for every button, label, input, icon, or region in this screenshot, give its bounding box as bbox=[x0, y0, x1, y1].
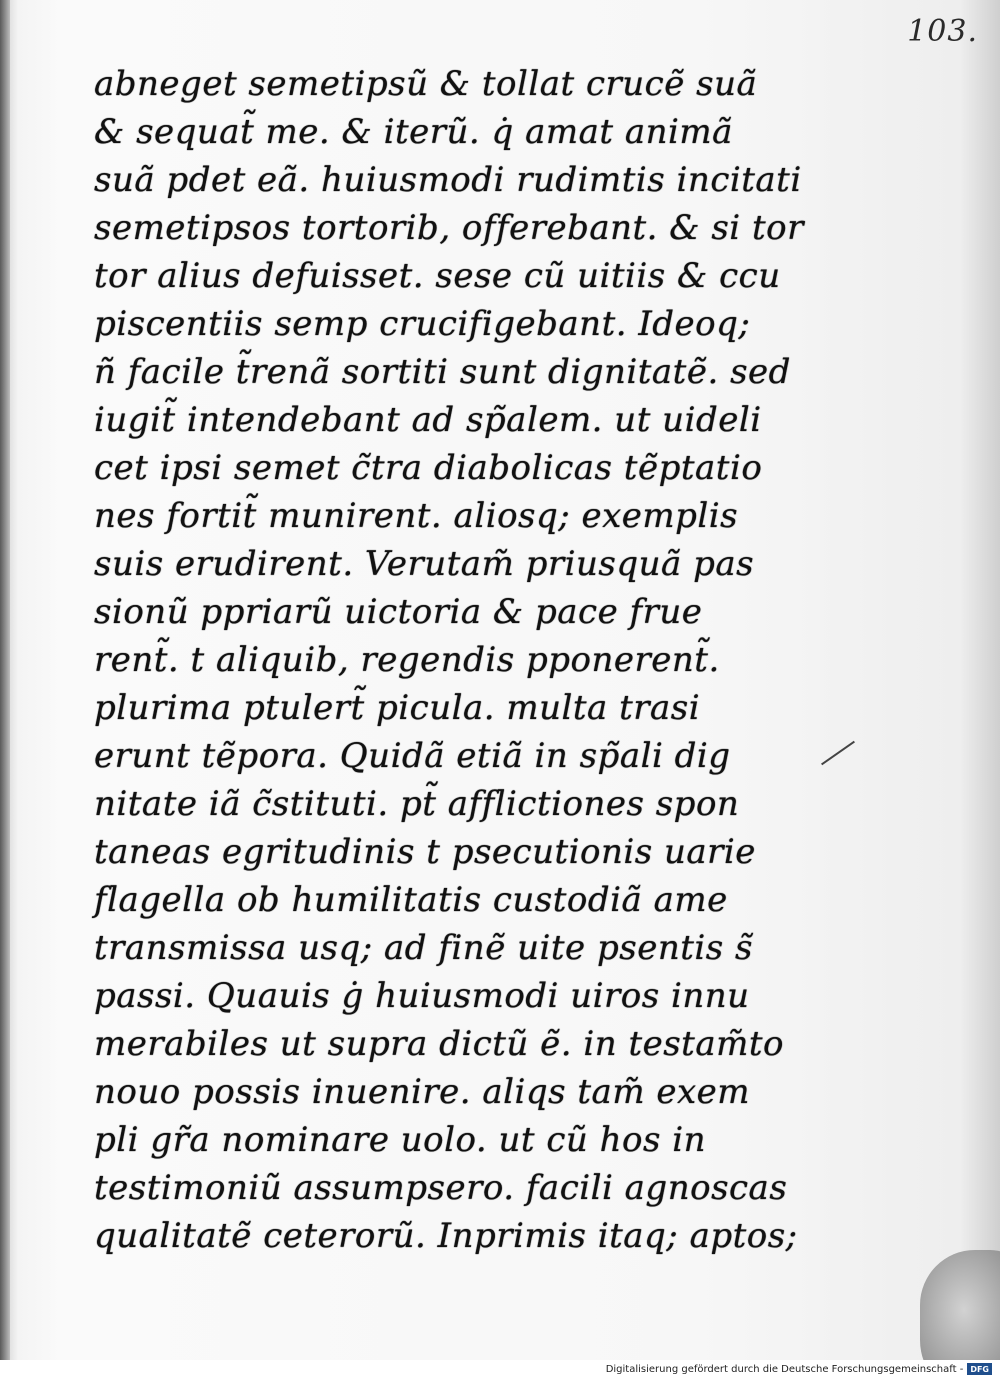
manuscript-line: taneas egritudinis t psecutionis uarie bbox=[94, 832, 756, 872]
manuscript-line: testimoniũ assumpsero. facili agnoscas bbox=[94, 1168, 788, 1208]
manuscript-line: cet ipsi semet c̃tra diabolicas tẽptatio bbox=[94, 448, 763, 488]
manuscript-line: tor alius defuisset. sese cũ uitiis & ccu bbox=[94, 256, 781, 296]
manuscript-line: sionũ ppriarũ uictoria & pace frue bbox=[94, 592, 703, 632]
manuscript-line: qualitatẽ ceterorũ. Inprimis itaq; aptos; bbox=[94, 1216, 798, 1256]
manuscript-line: passi. Quauis ġ huiusmodi uiros innu bbox=[94, 976, 750, 1016]
binding-gutter bbox=[0, 0, 10, 1360]
manuscript-line: ñ facile t̃renã sortiti sunt dignitatẽ. sed bbox=[94, 352, 791, 392]
folio-number: 103. bbox=[907, 14, 978, 49]
manuscript-line: nitate iã c̃stituti. pt̃ afflictiones spon bbox=[94, 784, 740, 824]
manuscript-line: merabiles ut supra dictũ ẽ. in testam̃to bbox=[94, 1024, 784, 1064]
manuscript-line: suis erudirent. Verutam̃ priusquã pas bbox=[94, 544, 755, 584]
manuscript-line: transmissa usq; ad finẽ uite psentis s̃ bbox=[94, 928, 753, 968]
manuscript-line: pli gr̃a nominare uolo. ut cũ hos in bbox=[94, 1120, 706, 1160]
footer-credit: Digitalisierung gefördert durch die Deutsche Forschungsgemeinschaft - bbox=[605, 1363, 964, 1375]
manuscript-line: abneget semetipsũ & tollat crucẽ suã bbox=[94, 64, 758, 104]
manuscript-text bbox=[94, 60, 834, 1260]
manuscript-line: flagella ob humilitatis custodiã ame bbox=[94, 880, 728, 920]
manuscript-line: suã pdet eã. huiusmodi rudimtis incitati bbox=[94, 160, 802, 200]
manuscript-line: nouo possis inuenire. aliqs tam̃ exem bbox=[94, 1072, 751, 1112]
manuscript-line: erunt tẽpora. Quidã etiã in sp̃ali dig bbox=[94, 736, 731, 776]
thumb-shadow bbox=[920, 1250, 1000, 1360]
manuscript-line: plurima ptulert̃ picula. multa trasi bbox=[94, 688, 701, 728]
digitization-footer bbox=[0, 1360, 1000, 1378]
manuscript-line: nes fortit̃ munirent. aliosq; exemplis bbox=[94, 496, 739, 536]
dfg-logo-icon: DFG bbox=[967, 1363, 992, 1375]
manuscript-line: rent̃. t aliquib, regendis pponerent̃. bbox=[94, 640, 720, 680]
manuscript-line: & sequat̃ me. & iterũ. q̇ amat animã bbox=[94, 112, 733, 152]
manuscript-line: iugit̃ intendebant ad sp̃alem. ut uideli bbox=[94, 400, 762, 440]
manuscript-line: semetipsos tortorib, offerebant. & si tor bbox=[94, 208, 804, 248]
manuscript-line: piscentiis semp crucifigebant. Ideoq; bbox=[94, 304, 751, 344]
